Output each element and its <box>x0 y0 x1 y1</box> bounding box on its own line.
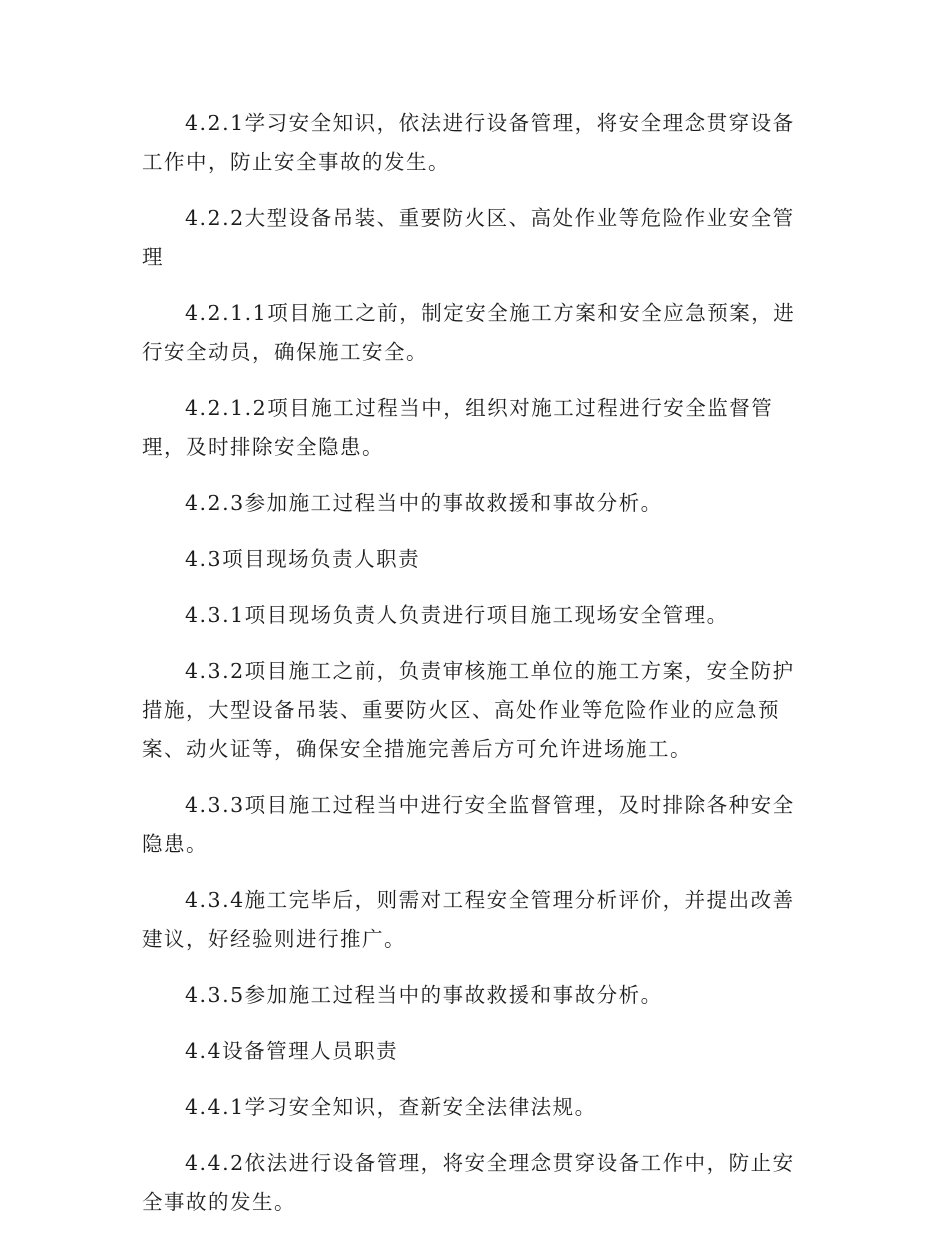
paragraph-4-2-2: 4.2.2大型设备吊装、重要防火区、高处作业等危险作业安全管理 <box>142 206 795 269</box>
paragraph-4-2-1-2: 4.2.1.2项目施工过程当中，组织对施工过程进行安全监督管理，及时排除安全隐患。 <box>142 396 774 459</box>
paragraph-4-3-4: 4.3.4施工完毕后，则需对工程安全管理分析评价，并提出改善建议，好经验则进行推广。 <box>142 888 795 951</box>
heading-4-3: 4.3项目现场负责人职责 <box>185 547 421 571</box>
paragraph-4-4-2: 4.4.2依法进行设备管理，将安全理念贯穿设备工作中，防止安全事故的发生。 <box>142 1151 795 1214</box>
paragraph-4-2-1: 4.2.1学习安全知识，依法进行设备管理，将安全理念贯穿设备工作中，防止安全事故的发生。 <box>142 111 795 174</box>
heading-4-4: 4.4设备管理人员职责 <box>185 1039 399 1063</box>
paragraph-4-2-3: 4.2.3参加施工过程当中的事故救援和事故分析。 <box>185 491 663 515</box>
paragraph-4-2-1-1: 4.2.1.1项目施工之前，制定安全施工方案和安全应急预案，进行安全动员，确保施工安全。 <box>142 301 796 364</box>
document-body <box>142 104 812 1239</box>
paragraph-4-4-1: 4.4.1学习安全知识，查新安全法律法规。 <box>185 1095 597 1119</box>
paragraph-4-3-1: 4.3.1项目现场负责人负责进行项目施工现场安全管理。 <box>185 603 729 627</box>
paragraph-4-3-5: 4.3.5参加施工过程当中的事故救援和事故分析。 <box>185 983 663 1007</box>
paragraph-4-3-2: 4.3.2项目施工之前，负责审核施工单位的施工方案，安全防护措施，大型设备吊装、重要防火区、高处作业等危险作业的应急预案、动火证等，确保安全措施完善后方可允许进场施工。 <box>142 659 795 761</box>
paragraph-4-3-3: 4.3.3项目施工过程当中进行安全监督管理，及时排除各种安全隐患。 <box>142 793 795 856</box>
